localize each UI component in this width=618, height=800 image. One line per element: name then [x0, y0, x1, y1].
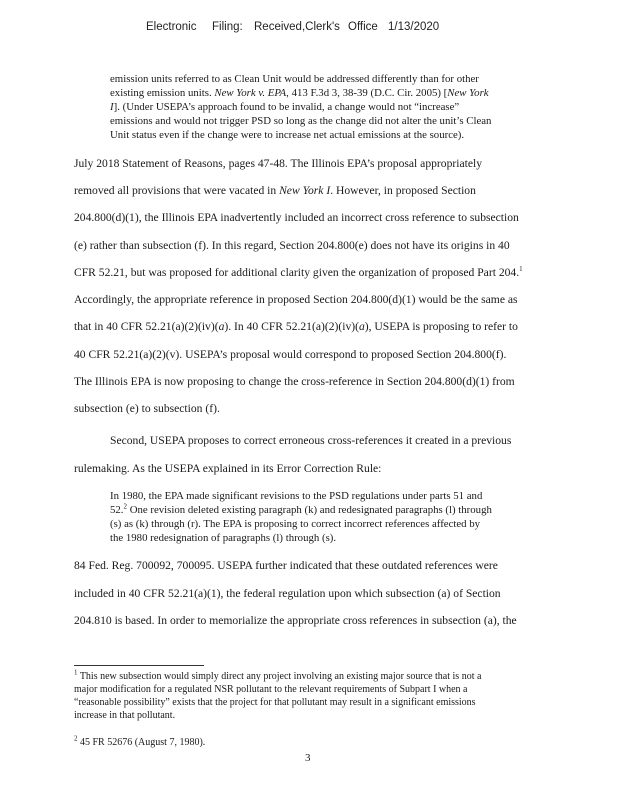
para1-line4: (e) rather than subsection (f). In this regard, Section 204.800(e) does not have its origins in 40	[74, 239, 510, 252]
quote2-line2: 52.$^2$ One revision deleted existing paragraph (k) and redesignated paragraphs (l) through	[110, 502, 492, 516]
quote1-line1: emission units referred to as Clean Unit would be addressed differently than for other	[110, 73, 479, 85]
para1-line9: The Illinois EPA is now proposing to change the cross-reference in Section 204.800(d)(1) from	[74, 375, 515, 388]
header-received: Received,Clerk's	[254, 21, 340, 33]
para1-line1: July 2018 Statement of Reasons, pages 47-48. The Illinois EPA’s proposal appropriately	[74, 157, 482, 170]
footnote-1-line2: major modification for a regulated NSR pollutant to the relevant requirements of Subpart I when a	[74, 684, 468, 695]
footnote-2: $^2$ 45 FR 52676 (August 7, 1980).	[74, 734, 206, 748]
header-office: Office	[348, 21, 378, 33]
para3-line3: 204.810 is based. In order to memorialize the appropriate cross references in subsection (a), the	[74, 614, 517, 627]
quote2-line1: In 1980, the EPA made significant revisions to the PSD regulations under parts 51 and	[110, 490, 483, 502]
para1-line3: 204.800(d)(1), the Illinois EPA inadvertently included an incorrect cross reference to subsection	[74, 211, 519, 224]
footnote-ref-1[interactable]: 1	[519, 265, 523, 274]
para1-line5: CFR 52.21, but was proposed for additional clarity given the organization of proposed Part 204.$^1$	[74, 265, 523, 279]
para2-line2: rulemaking. As the USEPA explained in its Error Correction Rule:	[74, 462, 382, 475]
footnote-ref-2[interactable]: 2	[123, 502, 127, 511]
filing-header	[146, 21, 439, 33]
quote1-line4: emissions and would not trigger PSD so long as the change did not alter the unit’s Clean	[110, 115, 492, 127]
header-date: 1/13/2020	[388, 21, 440, 33]
page-number: 3	[305, 752, 311, 764]
para1-line6: Accordingly, the appropriate reference in proposed Section 204.800(d)(1) would be the same as	[74, 293, 518, 306]
quote1-line3: I]. (Under USEPA’s approach found to be invalid, a change would not “increase”	[110, 101, 460, 113]
footnote-1-line3: “reasonable possibility” exists that the project for that pollutant may result in a significant emissions	[74, 697, 476, 708]
footnote-divider	[74, 665, 204, 666]
quote1-line2: existing emission units. New York v. EPA, 413 F.3d 3, 38-39 (D.C. Cir. 2005) [New York	[110, 87, 489, 99]
footnote-1-line1: $^1$ This new subsection would simply direct any project involving an existing major source that is not a	[74, 668, 482, 682]
footnote-1-line4: increase in that pollutant.	[74, 710, 176, 721]
para2-line1: Second, USEPA proposes to correct erroneous cross-references it created in a previous	[110, 434, 512, 447]
para1-line8: 40 CFR 52.21(a)(2)(v). USEPA’s proposal would correspond to proposed Section 204.800(f).	[74, 348, 507, 361]
header-filing: Filing:	[212, 21, 243, 33]
header-electronic: Electronic	[146, 21, 197, 33]
para3-line2: included in 40 CFR 52.21(a)(1), the federal regulation upon which subsection (a) of Section	[74, 587, 501, 600]
quote2-line3: (s) as (k) through (r). The EPA is proposing to correct incorrect references affected by	[110, 518, 481, 530]
quote1-line5: Unit status even if the change were to increase net actual emissions at the source).	[110, 129, 465, 141]
para3-line1: 84 Fed. Reg. 700092, 700095. USEPA further indicated that these outdated references were	[74, 559, 498, 572]
para1-line7: that in 40 CFR 52.21(a)(2)(iv)(a). In 40 CFR 52.21(a)(2)(iv)(a), USEPA is proposing to refer to	[74, 320, 518, 333]
para1-line10: subsection (e) to subsection (f).	[74, 402, 220, 415]
para1-line2: removed all provisions that were vacated in New York I. However, in proposed Section	[74, 184, 476, 197]
quote2-line4: the 1980 redesignation of paragraphs (l) through (s).	[110, 532, 337, 544]
